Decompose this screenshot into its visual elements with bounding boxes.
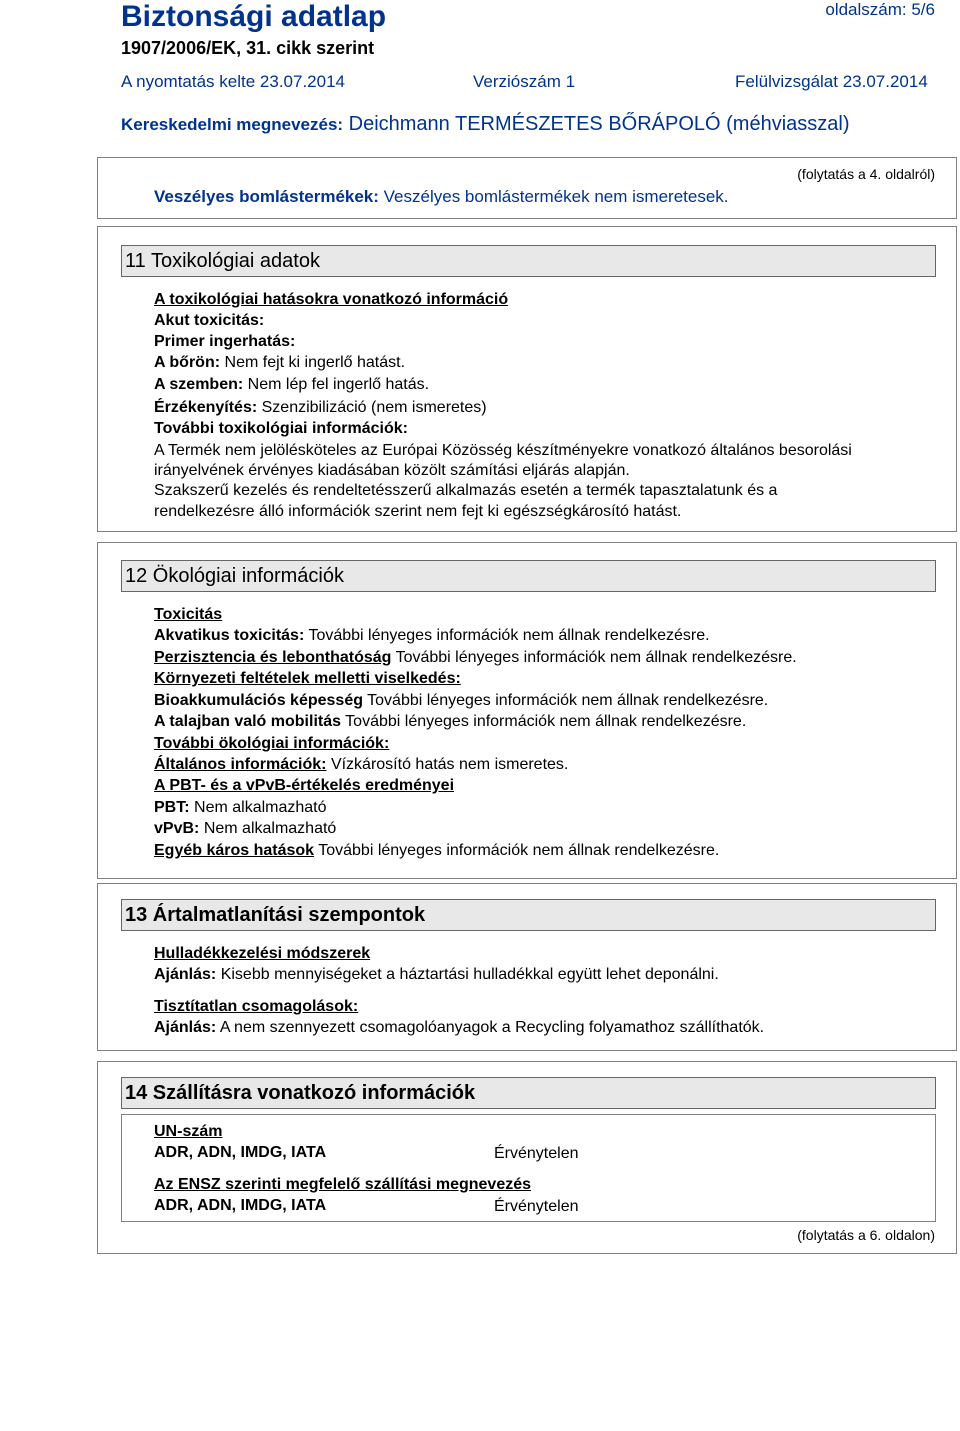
bioaccumulation-value: További lényeges információk nem állnak rendelkezésre. [367, 692, 769, 709]
other-effects-line [154, 840, 719, 861]
section-12-heading: 12 Ökológiai információk [121, 560, 936, 592]
persistence-value: További lényeges információk nem állnak rendelkezésre. [395, 649, 797, 666]
recommendation-1-label: Ajánlás: [154, 966, 217, 983]
continued-from-note: (folytatás a 4. oldalról) [797, 166, 935, 182]
vpvb-label: vPvB: [154, 820, 200, 837]
section-14-heading: 14 Szállításra vonatkozó információk [121, 1077, 936, 1109]
further-tox-label: További toxikológiai információk: [154, 420, 408, 437]
un-number-value: Érvénytelen [494, 1145, 579, 1162]
general-info-label: Általános információk: [154, 756, 327, 773]
pbt-value: Nem alkalmazható [194, 799, 327, 816]
bioaccumulation-line [154, 690, 768, 711]
waste-methods-heading: Hulladékkezelési módszerek [154, 945, 371, 962]
primary-irritation-label: Primer ingerhatás: [154, 333, 296, 350]
recommendation-2-value: A nem szennyezett csomagolóanyagok a Recycling folyamathoz szállíthatók. [219, 1019, 765, 1036]
acute-toxicity-label: Akut toxicitás: [154, 312, 265, 329]
shipping-name-modes: ADR, ADN, IMDG, IATA [154, 1197, 327, 1214]
pbt-label: PBT: [154, 799, 190, 816]
version-number: Verziószám 1 [473, 72, 576, 91]
recommendation-1-value: Kisebb mennyiségeket a háztartási hulladékkal együtt lehet deponálni. [220, 966, 719, 983]
further-eco-heading: További ökológiai információk: [154, 735, 390, 752]
document-title: Biztonsági adatlap [121, 0, 387, 33]
tox-paragraph-1-line-2: irányelvének érvényes kiadásában közölt számítási eljárás alapján. [154, 462, 630, 479]
sensitization-label: Érzékenyítés: [154, 399, 258, 416]
pbt-line [154, 797, 327, 818]
sensitization-line [154, 397, 487, 418]
skin-label: A bőrön: [154, 354, 221, 371]
sensitization-value: Szenzibilizáció (nem ismeretes) [261, 399, 487, 416]
eye-label: A szemben: [154, 376, 244, 393]
decomposition-label: Veszélyes bomlástermékek: [154, 187, 379, 206]
page-number: oldalszám: 5/6 [825, 0, 935, 19]
toxicity-heading: Toxicitás [154, 606, 223, 623]
print-date: A nyomtatás kelte 23.07.2014 [121, 72, 345, 91]
continued-on-note: (folytatás a 6. oldalon) [797, 1227, 935, 1243]
regulation-reference: 1907/2006/EK, 31. cikk szerint [121, 38, 375, 58]
environment-behaviour-heading: Környezeti feltételek melletti viselkedés: [154, 670, 461, 687]
other-effects-label: Egyéb káros hatások [154, 842, 315, 859]
tox-paragraph-1-line-1: A Termék nem jelölésköteles az Európai Közösség készítményekre vonatkozó általános besorolási [154, 442, 852, 459]
tox-paragraph-2-line-2: rendelkezésre álló információk szerint nem fejt ki egészségkárosító hatást. [154, 503, 682, 520]
persistence-label: Perzisztencia és lebonthatóság [154, 649, 392, 666]
soil-mobility-value: További lényeges információk nem állnak rendelkezésre. [345, 713, 747, 730]
aquatic-label: Akvatikus toxicitás: [154, 627, 305, 644]
pbt-heading: A PBT- és a vPvB-értékelés eredményei [154, 777, 455, 794]
vpvb-value: Nem alkalmazható [203, 820, 337, 837]
skin-line [154, 352, 405, 373]
eye-line [154, 374, 429, 395]
eye-value: Nem lép fel ingerlő hatás. [247, 376, 430, 393]
tox-info-heading: A toxikológiai hatásokra vonatkozó információ [154, 291, 509, 308]
recommendation-1-line [154, 964, 719, 985]
tox-paragraph-2-line-1: Szakszerű kezelés és rendeltetésszerű alkalmazás esetén a termék tapasztalatunk és a [154, 482, 778, 499]
trade-name-value: Deichmann TERMÉSZETES BŐRÁPOLÓ (méhviasszal) [348, 113, 850, 135]
revision-date: Felülvizsgálat 23.07.2014 [735, 72, 928, 91]
other-effects-value: További lényeges információk nem állnak rendelkezésre. [318, 842, 720, 859]
section-11-heading: 11 Toxikológiai adatok [121, 245, 936, 277]
general-info-value: Vízkárosító hatás nem ismeretes. [330, 756, 569, 773]
recommendation-2-line [154, 1017, 764, 1038]
trade-name-line [121, 113, 850, 136]
bioaccumulation-label: Bioakkumulációs képesség [154, 692, 363, 709]
shipping-name-heading: Az ENSZ szerinti megfelelő szállítási megnevezés [154, 1176, 532, 1193]
aquatic-value: További lényeges információk nem állnak rendelkezésre. [308, 627, 710, 644]
soil-mobility-label: A talajban való mobilitás [154, 713, 342, 730]
general-info-line [154, 754, 568, 775]
section-13-heading: 13 Ártalmatlanítási szempontok [121, 899, 936, 931]
decomposition-line [154, 186, 729, 207]
persistence-line [154, 647, 797, 668]
aquatic-line [154, 625, 710, 646]
un-number-modes: ADR, ADN, IMDG, IATA [154, 1144, 327, 1161]
trade-name-label: Kereskedelmi megnevezés: [121, 115, 344, 134]
decomposition-value: Veszélyes bomlástermékek nem ismeretesek. [383, 187, 729, 206]
un-number-heading: UN-szám [154, 1123, 223, 1140]
soil-mobility-line [154, 711, 746, 732]
shipping-name-value: Érvénytelen [494, 1198, 579, 1215]
vpvb-line [154, 818, 336, 839]
uncleaned-packaging-heading: Tisztítatlan csomagolások: [154, 998, 359, 1015]
skin-value: Nem fejt ki ingerlő hatást. [224, 354, 406, 371]
recommendation-2-label: Ajánlás: [154, 1019, 217, 1036]
